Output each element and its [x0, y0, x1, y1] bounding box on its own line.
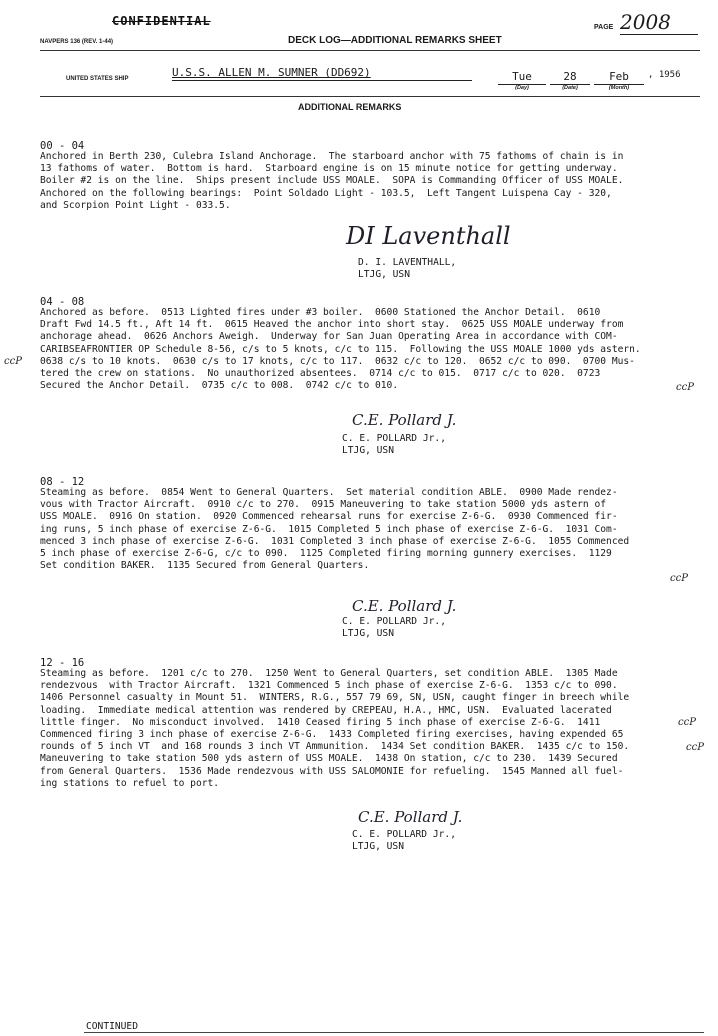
- signature-handwritten: DI Laventhall: [346, 222, 511, 250]
- ship-name: U.S.S. ALLEN M. SUMNER (DD692): [172, 66, 472, 81]
- page-number: 2008: [620, 10, 698, 35]
- signer-name: C. E. POLLARD Jr.,: [342, 616, 446, 627]
- signature-handwritten: C.E. Pollard J.: [352, 411, 457, 429]
- margin-initials: ccP: [670, 573, 688, 584]
- entry-time: 08 - 12: [40, 476, 85, 488]
- date-field: 28: [550, 70, 590, 85]
- month-caption: (Month): [608, 85, 630, 91]
- form-title: DECK LOG—ADDITIONAL REMARKS SHEET: [288, 35, 502, 46]
- month-field: Feb: [594, 70, 644, 85]
- page-label: PAGE: [594, 24, 614, 31]
- margin-initials: ccP: [676, 382, 694, 393]
- top-rule: [40, 50, 700, 51]
- signer-rank: LTJG, USN: [342, 445, 394, 456]
- entry-time: 12 - 16: [40, 657, 85, 669]
- entry-text: Anchored as before. 0513 Lighted fires under #3 boiler. 0600 Stationed the Anchor Detail. 0610 Draft Fwd 14.5 ft., Aft 14 ft. 0615 Heaved the anchor into short stay. 0625 USS MOALE underway from anchorage ahead. 0626 Anchors Aweigh. Underway for San Juan Operating Area in accordance with COM- CARIBSEAFRONTIER OP Schedule 8-56, c/s to 5 knots, c/c to 115. Following the USS MOALE 1000 yds astern. 0638 c/s to 10 knots. 0630 c/s to 17 knots, c/c to 117. 0632 c/c to 120. 0652 c/c to 090. 0700 Mus- tered the crew on stations. No unauthorized absentees. 0714 c/c to 015. 0717 c/c to 020. 0723 Secured the Anchor Detail. 0735 c/c to 008. 0742 c/c to 010.: [40, 307, 641, 392]
- entry-time: 00 - 04: [40, 140, 85, 152]
- signer-rank: LTJG, USN: [342, 628, 394, 639]
- day-caption: (Day): [515, 85, 529, 91]
- bottom-rule: [84, 1032, 704, 1033]
- entry-text: Steaming as before. 0854 Went to General Quarters. Set material condition ABLE. 0900 Made rendez- vous with Tractor Aircraft. 0910 c/c to 270. 0915 Maneuvering to take station 5000 yds astern of USS MOALE. 0916 On station. 0920 Commenced rehearsal runs for exercise Z-6-G. 0930 Commenced fir- ing runs, 5 inch phase of exercise Z-6-G. 1015 Completed 5 inch phase of exercise Z-6-G. 1031 Com- menced 3 inch phase of exercise Z-6-G. 1031 Completed 3 inch phase of exercise Z-6-G. 1055 Commenced 5 inch phase of exercise Z-6-G, c/c to 090. 1125 Completed firing morning gunnery exercises. 1129 Set condition BAKER. 1135 Secured from General Quarters.: [40, 487, 630, 572]
- continued-label: CONTINUED: [86, 1021, 138, 1032]
- margin-initials: ccP: [678, 717, 696, 728]
- margin-initials: ccP: [4, 356, 22, 367]
- signer-rank: LTJG, USN: [352, 841, 404, 852]
- signer-name: D. I. LAVENTHALL,: [358, 257, 457, 268]
- entry-text: Steaming as before. 1201 c/c to 270. 1250 Went to General Quarters, set condition ABLE. 1305 Made rendezvous with Tractor Aircraft. 1321 Commenced 5 inch phase of exercise Z-6-G. 1353 c/c to 090. 1406 Personnel casualty in Mount 51. WINTERS, R.G., 557 79 69, SN, USN, caught finger in breech while loading. Immediate medical attention was rendered by CREPEAU, H.A., HMC, USN. Evaluated lacerated little finger. No misconduct involved. 1410 Ceased firing 5 inch phase of exercise Z-6-G. 1411 Commenced firing 3 inch phase of exercise Z-6-G. 1433 Completed firing exercises, having expended 65 rounds of 5 inch VT and 168 rounds 3 inch VT Ammunition. 1434 Set condition BAKER. 1435 c/c to 150. Maneuvering to take station 500 yds astern of USS MOALE. 1438 On station, c/c to 230. 1439 Secured from General Quarters. 1536 Made rendezvous with USS SALOMONIE for refueling. 1545 Manned all fuel- ing stations to refuel to port.: [40, 668, 630, 789]
- form-number: NAVPERS 136 (REV. 1-44): [40, 39, 114, 45]
- entry-time: 04 - 08: [40, 296, 85, 308]
- signature-handwritten: C.E. Pollard J.: [358, 808, 463, 826]
- signer-name: C. E. POLLARD Jr.,: [342, 433, 446, 444]
- signature-handwritten: C.E. Pollard J.: [352, 597, 457, 615]
- signer-name: C. E. POLLARD Jr.,: [352, 829, 456, 840]
- section-title: ADDITIONAL REMARKS: [298, 102, 402, 112]
- date-caption: (Date): [562, 85, 578, 91]
- year-field: , 1956: [648, 70, 681, 80]
- margin-initials: ccP: [686, 742, 704, 753]
- ship-label: UNITED STATES SHIP: [66, 76, 129, 82]
- header-rule: [40, 96, 700, 97]
- entry-text: Anchored in Berth 230, Culebra Island Anchorage. The starboard anchor with 75 fathoms of chain is in 13 fathoms of water. Bottom is hard. Starboard engine is on 15 minute notice for getting underway. Boiler #2 is on the line. Ships present include USS MOALE. SOPA is Commanding Officer of USS MOALE. Anchored on the following bearings: Point Soldado Light - 103.5, Left Tangent Luispena Cay - 320, and Scorpion Point Light - 033.5.: [40, 151, 624, 211]
- signer-rank: LTJG, USN: [358, 269, 410, 280]
- day-field: Tue: [498, 70, 546, 85]
- struck-classification: CONFIDENTIAL: [112, 14, 211, 28]
